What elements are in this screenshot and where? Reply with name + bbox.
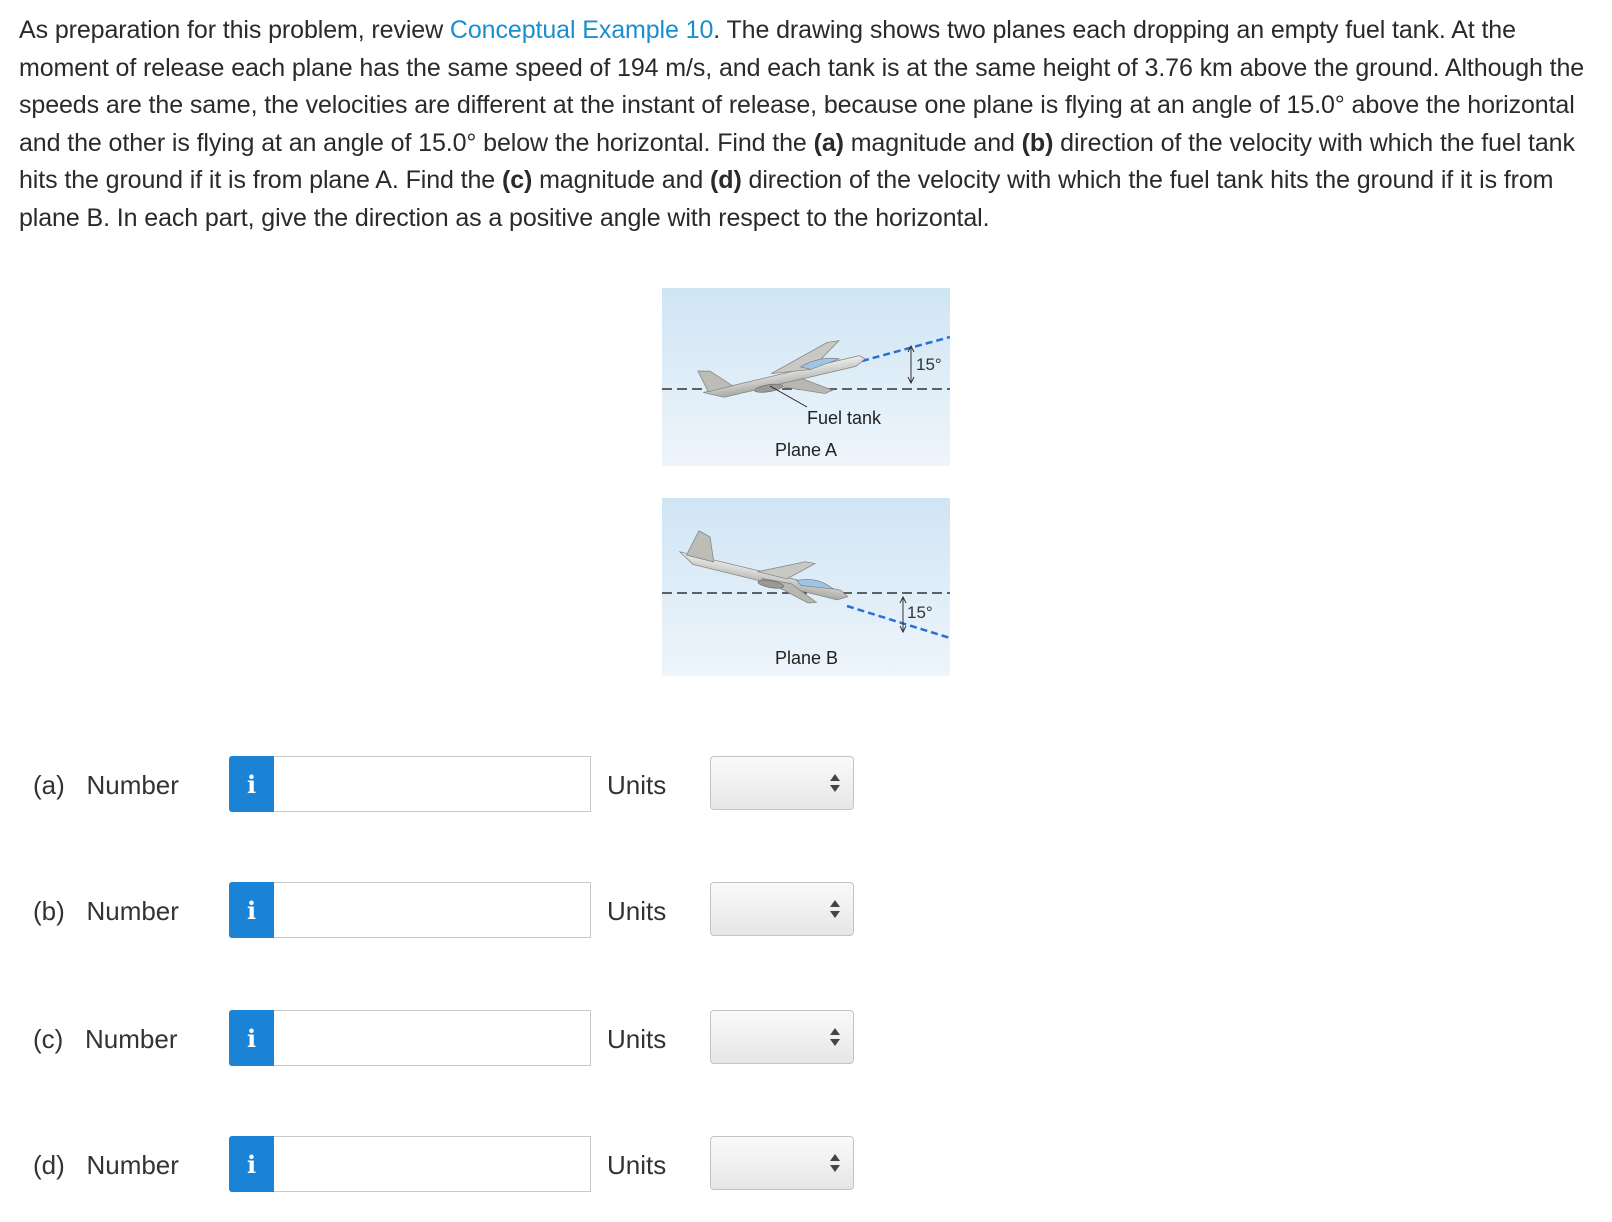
- part-d-marker: (d): [710, 166, 742, 194]
- number-input-b[interactable]: [274, 882, 591, 938]
- units-label: Units: [607, 770, 667, 800]
- info-icon[interactable]: i: [229, 756, 274, 812]
- part-d-label: (d) Number: [33, 1150, 179, 1180]
- answer-row-c: [0, 1010, 1612, 1066]
- plane-a-label: Plane A: [775, 440, 838, 460]
- units-label: Units: [607, 1150, 667, 1180]
- part-c-marker: (c): [501, 166, 533, 194]
- problem-text: . The drawing shows two planes each dropping an empty fuel tank. At the moment of release each plane has the same speed of 194 m/s, and each tank is at the same height of 3.76 km above the ground. Although the speeds are the same, the velocities are different at the instant of release, because one plane is flying at an angle of 15.0° above the horizontal and the other is flying at an angle of 15.0° below the horizontal. Find the: [19, 16, 1585, 157]
- problem-text: magnitude and: [843, 128, 1022, 157]
- answer-row-a: [0, 756, 1612, 812]
- conceptual-example-link[interactable]: Conceptual Example 10: [449, 16, 714, 44]
- answer-row-b: [0, 882, 1612, 938]
- select-arrows-icon: [829, 1151, 841, 1175]
- plane-b-label: Plane B: [775, 648, 839, 668]
- number-input-d[interactable]: [274, 1136, 591, 1192]
- info-icon[interactable]: i: [229, 1010, 274, 1066]
- problem-text: direction of the velocity with which the fuel tank hits the ground if it is from plane A. Find the: [19, 128, 1575, 194]
- info-icon[interactable]: i: [229, 882, 274, 938]
- plane-b-illustration: [662, 498, 950, 676]
- angle-label: 15°: [907, 603, 933, 622]
- figure-plane-b: [662, 498, 950, 676]
- part-b-label: (b) Number: [33, 896, 179, 926]
- part-c-label: (c) Number: [33, 1024, 178, 1054]
- units-select-b[interactable]: [710, 882, 854, 936]
- number-input-a[interactable]: [274, 756, 591, 812]
- plane-a-illustration: [662, 288, 950, 466]
- figure-plane-a: [662, 288, 950, 466]
- select-arrows-icon: [829, 771, 841, 795]
- units-label: Units: [607, 1024, 667, 1054]
- part-a-marker: (a): [813, 128, 844, 157]
- number-input-c[interactable]: [274, 1010, 591, 1066]
- units-select-a[interactable]: [710, 756, 854, 810]
- units-label: Units: [607, 896, 667, 926]
- problem-text: direction of the velocity with which the fuel tank hits the ground if it is from plane B. In each part, give the direction as a positive angle with respect to the horizontal.: [19, 166, 1554, 232]
- problem-text: magnitude and: [532, 166, 711, 194]
- part-b-marker: (b): [1021, 128, 1054, 157]
- angle-label: 15°: [916, 355, 942, 374]
- part-a-label: (a) Number: [33, 770, 179, 800]
- fuel-tank-label: Fuel tank: [807, 408, 882, 428]
- problem-statement: [19, 12, 1594, 237]
- problem-intro: As preparation for this problem, review: [19, 16, 450, 44]
- select-arrows-icon: [829, 1025, 841, 1049]
- select-arrows-icon: [829, 897, 841, 921]
- units-select-d[interactable]: [710, 1136, 854, 1190]
- answer-row-d: [0, 1136, 1612, 1192]
- units-select-c[interactable]: [710, 1010, 854, 1064]
- info-icon[interactable]: i: [229, 1136, 274, 1192]
